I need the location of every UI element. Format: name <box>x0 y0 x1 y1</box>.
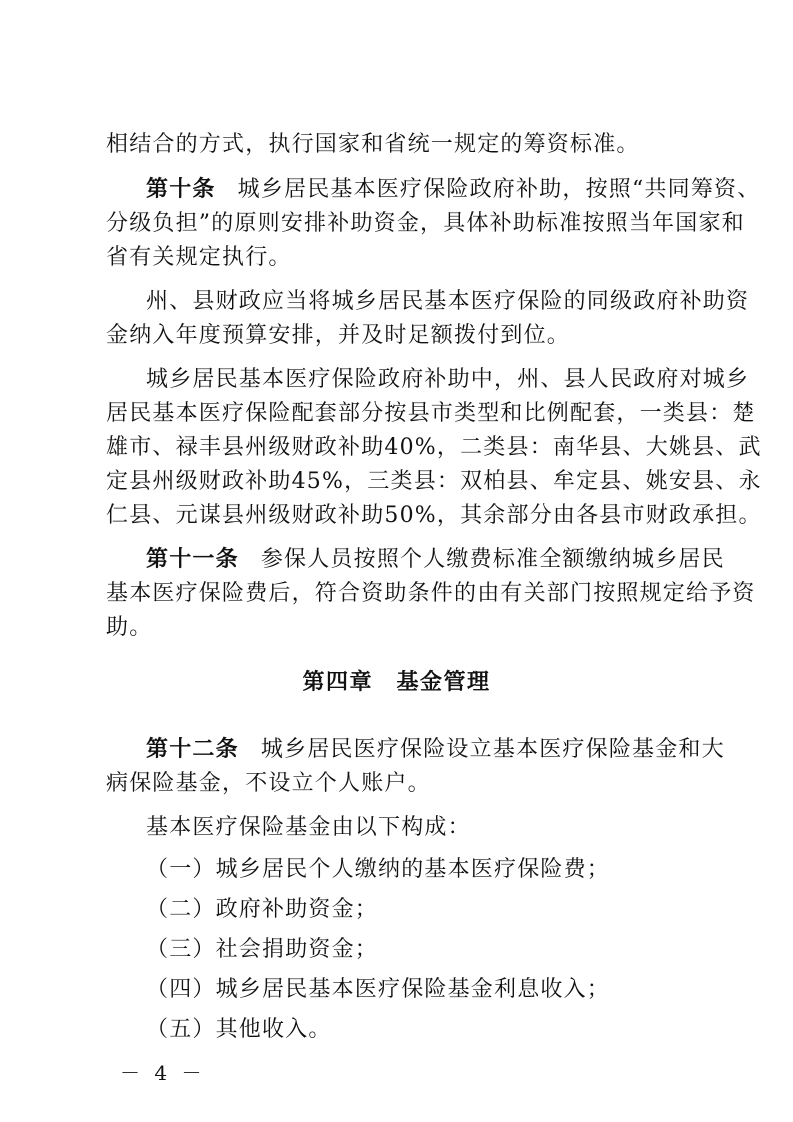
list-item: （一）城乡居民个人缴纳的基本医疗保险费； <box>146 857 611 882</box>
paragraph-line: 雄市、禄丰县州级财政补助40%，二类县：南华县、大姚县、武 <box>106 435 762 460</box>
paragraph-line: 州、县财政应当将城乡居民基本医疗保险的同级政府补助资 <box>146 289 750 314</box>
article-11-text: 参保人员按照个人缴费标准全额缴纳城乡居民 <box>260 547 725 572</box>
list-item: （五）其他收入。 <box>146 1017 332 1042</box>
paragraph-line: 金纳入年度预算安排，并及时足额拨付到位。 <box>106 323 571 348</box>
article-10-text: 城乡居民基本医疗保险政府补助，按照“共同筹资、 <box>237 177 761 202</box>
paragraph-line: 病保险基金，不设立个人账户。 <box>106 771 431 796</box>
article-12-text: 城乡居民医疗保险设立基本医疗保险基金和大 <box>260 737 725 762</box>
paragraph-line: 定县州级财政补助45%，三类县：双柏县、牟定县、姚安县、永 <box>106 469 762 494</box>
article-11-label: 第十一条 <box>146 547 239 572</box>
article-10-label: 第十条 <box>146 177 216 202</box>
article-12-label: 第十二条 <box>146 737 239 762</box>
paragraph-line: 基本医疗保险费后，符合资助条件的由有关部门按照规定给予资 <box>106 581 756 606</box>
article-11-line <box>146 545 725 575</box>
chapter-heading: 第四章 基金管理 <box>302 670 491 695</box>
paragraph-line: 助。 <box>106 615 153 640</box>
paragraph-line: 仁县、元谋县州级财政补助50%，其余部分由各县市财政承担。 <box>106 503 762 528</box>
list-item: （三）社会捐助资金； <box>146 937 379 962</box>
paragraph-line: 基本医疗保险基金由以下构成： <box>146 815 471 840</box>
article-12-line <box>146 735 725 765</box>
paragraph-line: 省有关规定执行。 <box>106 245 292 270</box>
paragraph-line: 居民基本医疗保险配套部分按县市类型和比例配套，一类县：楚 <box>106 401 756 426</box>
list-item: （二）政府补助资金； <box>146 897 379 922</box>
paragraph-line: 城乡居民基本医疗保险政府补助中，州、县人民政府对城乡 <box>146 367 750 392</box>
list-item: （四）城乡居民基本医疗保险基金利息收入； <box>146 977 611 1002</box>
page-number: － 4 － <box>120 1061 206 1085</box>
article-10-line <box>146 175 761 205</box>
paragraph-line: 分级负担”的原则安排补助资金，具体补助标准按照当年国家和 <box>106 211 745 236</box>
paragraph-line: 相结合的方式，执行国家和省统一规定的筹资标准。 <box>106 132 640 157</box>
